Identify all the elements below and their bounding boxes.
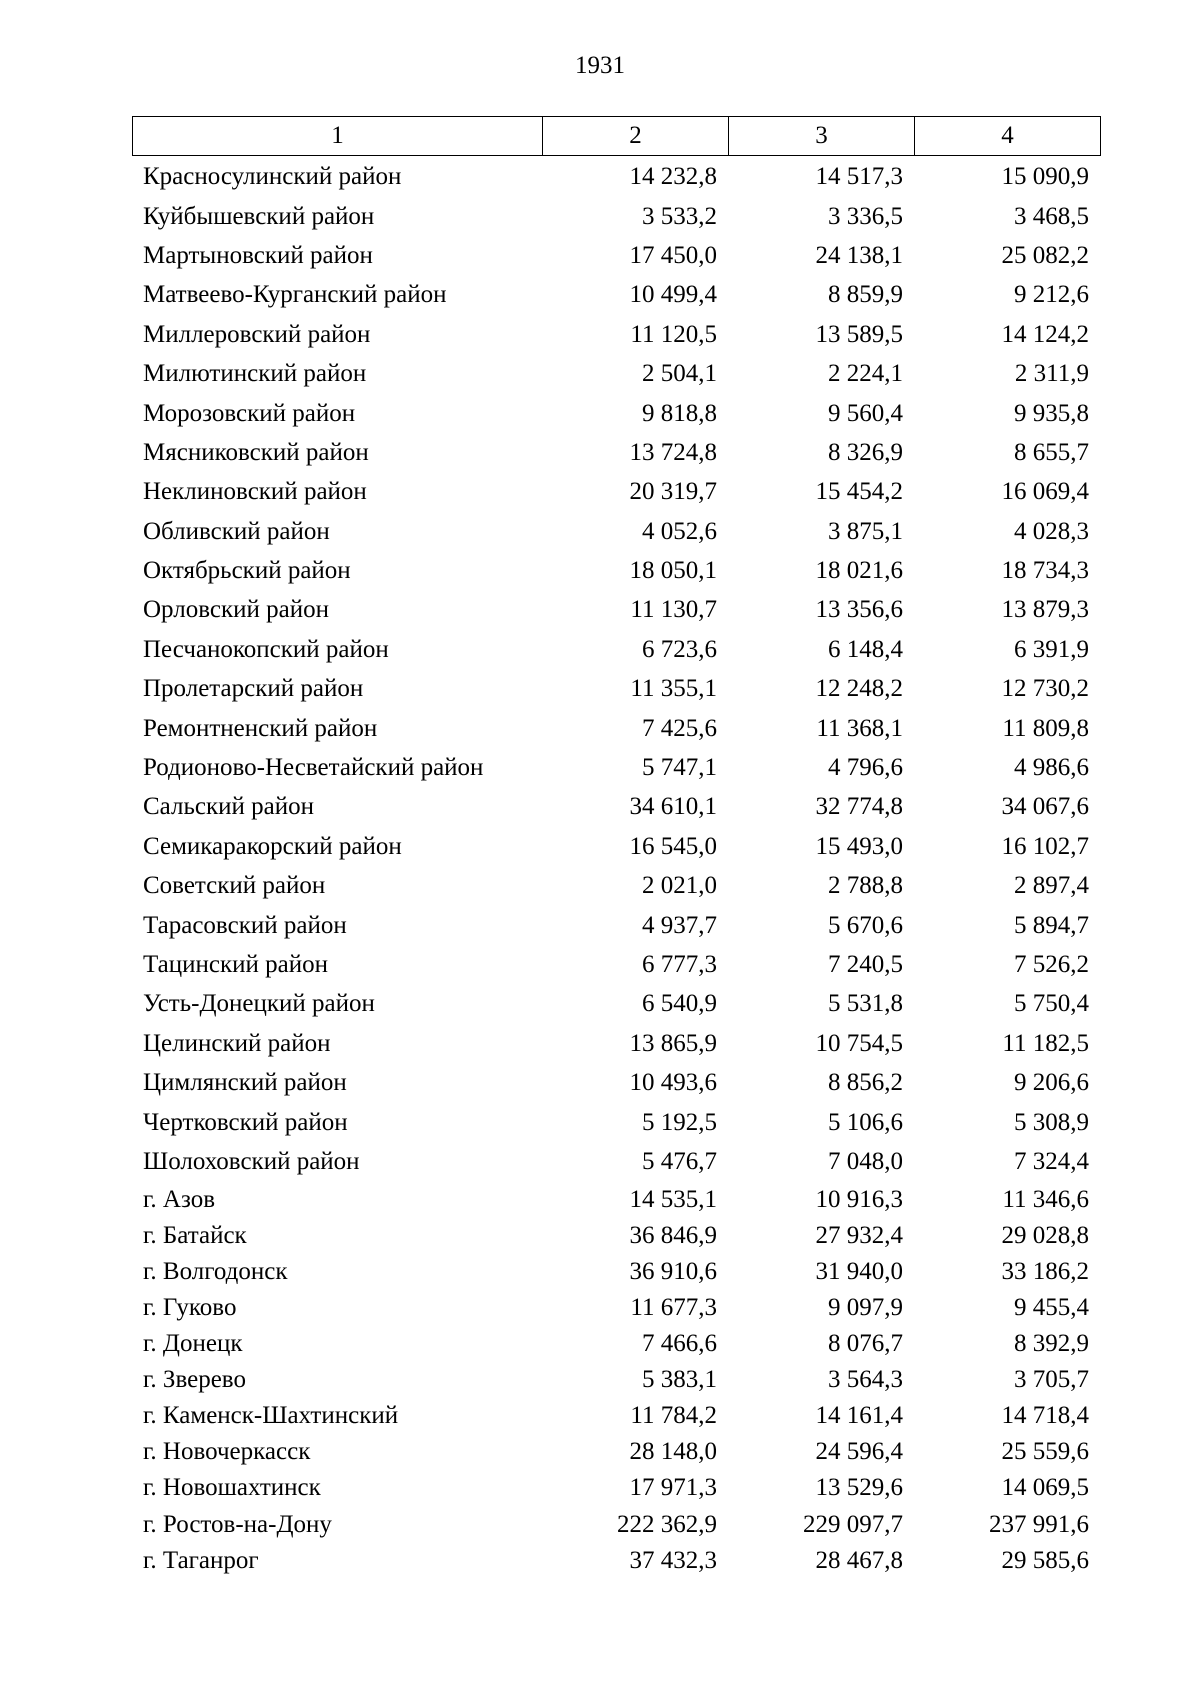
table-row (132, 1398, 1100, 1434)
row-value-col3: 3 564,3 (828, 1366, 903, 1394)
row-value-col3: 229 097,7 (803, 1510, 903, 1538)
row-value-col3: 6 148,4 (828, 635, 903, 663)
table-row (132, 1253, 1100, 1289)
row-value-col3: 9 097,9 (828, 1293, 903, 1321)
row-value-col4: 9 935,8 (1014, 399, 1089, 427)
row-value-col4: 11 182,5 (1002, 1029, 1089, 1057)
row-value-col2: 3 533,2 (642, 202, 717, 230)
row-value-col4: 7 324,4 (1014, 1147, 1089, 1175)
row-value-col3: 13 356,6 (815, 596, 903, 624)
row-name: Милютинский район (143, 360, 367, 388)
row-name: Мартыновский район (143, 241, 373, 269)
row-value-col4: 16 102,7 (1001, 832, 1089, 860)
row-value-col3: 24 596,4 (815, 1438, 903, 1466)
table-row (132, 945, 1100, 984)
row-value-col2: 14 232,8 (629, 163, 717, 191)
row-value-col3: 8 326,9 (828, 438, 903, 466)
row-value-col3: 3 875,1 (828, 517, 903, 545)
table-row (132, 354, 1100, 393)
row-value-col4: 25 559,6 (1001, 1438, 1089, 1466)
row-value-col3: 10 754,5 (815, 1029, 903, 1057)
table-row (132, 1362, 1100, 1398)
row-name: Сальский район (143, 793, 314, 821)
table-row (132, 1102, 1100, 1141)
row-value-col2: 11 355,1 (630, 675, 717, 703)
row-value-col2: 6 723,6 (642, 635, 717, 663)
row-value-col4: 6 391,9 (1014, 635, 1089, 663)
row-value-col3: 9 560,4 (828, 399, 903, 427)
page-number: 1931 (575, 52, 625, 79)
row-value-col4: 16 069,4 (1001, 478, 1089, 506)
row-value-col4: 7 526,2 (1014, 951, 1089, 978)
row-value-col2: 36 846,9 (629, 1221, 717, 1249)
row-value-col2: 13 865,9 (629, 1029, 717, 1057)
row-value-col2: 6 540,9 (642, 990, 717, 1018)
row-value-col3: 27 932,4 (815, 1221, 903, 1249)
row-value-col2: 34 610,1 (629, 793, 717, 821)
row-value-col3: 13 529,6 (815, 1474, 903, 1502)
table-row (132, 236, 1100, 275)
row-name: Матвеево-Курганский район (143, 281, 447, 309)
row-name: Чертковский район (143, 1108, 348, 1136)
table-row (132, 433, 1100, 472)
table-row (132, 512, 1100, 551)
row-name: Советский район (143, 872, 326, 900)
table-row (132, 1181, 1100, 1217)
row-value-col4: 5 750,4 (1014, 990, 1089, 1018)
row-value-col4: 8 392,9 (1014, 1330, 1089, 1358)
table-row (132, 472, 1100, 511)
row-value-col3: 14 517,3 (815, 163, 903, 191)
column-header-2: 2 (543, 117, 729, 156)
row-name: Усть-Донецкий район (143, 990, 375, 1018)
row-name: г. Новошахтинск (143, 1474, 321, 1502)
table-row (132, 1326, 1100, 1362)
row-value-col2: 11 784,2 (630, 1402, 717, 1430)
row-value-col3: 15 454,2 (815, 478, 903, 506)
row-value-col4: 25 082,2 (1001, 241, 1089, 269)
row-value-col4: 18 734,3 (1001, 557, 1089, 585)
row-value-col3: 8 859,9 (828, 281, 903, 309)
row-value-col2: 20 319,7 (629, 478, 717, 506)
row-value-col3: 10 916,3 (815, 1185, 903, 1213)
row-name: Семикаракорский район (143, 832, 402, 860)
column-header-4: 4 (915, 117, 1101, 156)
row-value-col2: 16 545,0 (629, 832, 717, 860)
row-value-col2: 2 504,1 (642, 360, 717, 388)
row-value-col2: 5 747,1 (642, 754, 717, 782)
row-value-col3: 13 589,5 (815, 320, 903, 348)
table-row (132, 1024, 1100, 1063)
row-value-col3: 7 240,5 (828, 951, 903, 978)
row-value-col4: 9 206,6 (1014, 1069, 1089, 1097)
row-value-col2: 2 021,0 (642, 872, 717, 900)
row-value-col3: 12 248,2 (815, 675, 903, 703)
row-value-col2: 9 818,8 (642, 399, 717, 427)
row-name: Куйбышевский район (143, 202, 375, 230)
table-row (132, 1542, 1100, 1578)
row-value-col4: 3 705,7 (1014, 1366, 1089, 1394)
table-row (132, 748, 1100, 787)
row-value-col2: 4 937,7 (642, 911, 717, 939)
table-row (132, 1506, 1100, 1542)
row-name: Обливский район (143, 517, 330, 545)
row-value-col4: 2 311,9 (1014, 360, 1089, 388)
row-value-col3: 32 774,8 (815, 793, 903, 821)
row-value-col3: 8 856,2 (828, 1069, 903, 1097)
row-value-col3: 24 138,1 (815, 241, 903, 269)
row-value-col4: 11 346,6 (1002, 1185, 1089, 1213)
row-name: Миллеровский район (143, 320, 371, 348)
row-name: Ремонтненский район (143, 714, 378, 742)
table-row (132, 1142, 1100, 1181)
row-value-col4: 14 124,2 (1001, 320, 1089, 348)
row-name: Тацинский район (143, 951, 328, 978)
table-row (132, 590, 1100, 629)
row-value-col2: 10 499,4 (629, 281, 717, 309)
row-value-col2: 28 148,0 (629, 1438, 717, 1466)
row-name: г. Каменск-Шахтинский (143, 1402, 399, 1430)
row-name: г. Азов (143, 1185, 216, 1213)
row-value-col4: 4 986,6 (1014, 754, 1089, 782)
row-value-col3: 8 076,7 (828, 1330, 903, 1358)
row-name: г. Гуково (143, 1293, 237, 1321)
table-row (132, 157, 1100, 196)
table-row (132, 787, 1100, 826)
table-row (132, 1289, 1100, 1325)
row-value-col2: 37 432,3 (629, 1546, 717, 1574)
row-value-col4: 5 894,7 (1014, 911, 1089, 939)
row-value-col2: 18 050,1 (629, 557, 717, 585)
row-name: Тарасовский район (143, 911, 347, 939)
row-name: г. Новочеркасск (143, 1438, 311, 1466)
table-row (132, 669, 1100, 708)
row-name: Неклиновский район (143, 478, 367, 506)
row-name: Шолоховский район (143, 1147, 360, 1175)
table-row (132, 1217, 1100, 1253)
row-value-col2: 17 971,3 (629, 1474, 717, 1502)
row-value-col2: 11 130,7 (630, 596, 717, 624)
column-header-3: 3 (729, 117, 915, 156)
row-name: Целинский район (143, 1029, 331, 1057)
data-table (132, 157, 1100, 1578)
row-name: г. Донецк (143, 1330, 243, 1358)
row-name: Октябрьский район (143, 557, 351, 585)
row-name: Родионово-Несветайский район (143, 754, 484, 782)
row-value-col4: 13 879,3 (1001, 596, 1089, 624)
row-value-col2: 11 120,5 (630, 320, 717, 348)
row-value-col4: 2 897,4 (1014, 872, 1089, 900)
row-value-col4: 9 455,4 (1014, 1293, 1089, 1321)
row-value-col2: 14 535,1 (629, 1185, 717, 1213)
row-value-col4: 237 991,6 (989, 1510, 1089, 1538)
row-value-col4: 14 069,5 (1001, 1474, 1089, 1502)
row-value-col4: 14 718,4 (1001, 1402, 1089, 1430)
row-name: г. Зверево (143, 1366, 246, 1394)
row-value-col3: 18 021,6 (815, 557, 903, 585)
row-value-col4: 29 028,8 (1001, 1221, 1089, 1249)
row-value-col4: 33 186,2 (1001, 1257, 1089, 1285)
table-row (132, 1434, 1100, 1470)
row-value-col2: 11 677,3 (630, 1293, 717, 1321)
row-value-col2: 7 425,6 (642, 714, 717, 742)
row-value-col2: 5 383,1 (642, 1366, 717, 1394)
row-name: Цимлянский район (143, 1069, 347, 1097)
table-row (132, 827, 1100, 866)
table-row (132, 393, 1100, 432)
row-value-col2: 5 476,7 (642, 1147, 717, 1175)
row-value-col2: 6 777,3 (642, 951, 717, 978)
table-row (132, 315, 1100, 354)
row-value-col3: 31 940,0 (815, 1257, 903, 1285)
row-name: Красносулинский район (143, 163, 402, 191)
row-value-col4: 5 308,9 (1014, 1108, 1089, 1136)
row-value-col2: 36 910,6 (629, 1257, 717, 1285)
column-header-1: 1 (133, 117, 543, 156)
row-name: г. Волгодонск (143, 1257, 288, 1285)
row-value-col2: 17 450,0 (629, 241, 717, 269)
table-row (132, 196, 1100, 235)
row-name: Орловский район (143, 596, 329, 624)
table-row (132, 275, 1100, 314)
row-value-col2: 5 192,5 (642, 1108, 717, 1136)
table-row (132, 708, 1100, 747)
row-value-col4: 4 028,3 (1014, 517, 1089, 545)
row-value-col3: 7 048,0 (828, 1147, 903, 1175)
table-row (132, 630, 1100, 669)
row-value-col4: 12 730,2 (1001, 675, 1089, 703)
row-name: г. Ростов-на-Дону (143, 1510, 332, 1538)
row-value-col3: 4 796,6 (828, 754, 903, 782)
row-value-col3: 2 224,1 (828, 360, 903, 388)
row-value-col4: 11 809,8 (1002, 714, 1089, 742)
row-name: г. Таганрог (143, 1546, 259, 1574)
row-value-col2: 13 724,8 (629, 438, 717, 466)
row-value-col3: 15 493,0 (815, 832, 903, 860)
row-value-col3: 28 467,8 (815, 1546, 903, 1574)
table-row (132, 551, 1100, 590)
row-value-col4: 34 067,6 (1001, 793, 1089, 821)
row-value-col3: 3 336,5 (828, 202, 903, 230)
row-name: Мясниковский район (143, 438, 369, 466)
row-value-col2: 4 052,6 (642, 517, 717, 545)
row-name: Песчанокопский район (143, 635, 389, 663)
row-value-col4: 15 090,9 (1001, 163, 1089, 191)
table-row (132, 905, 1100, 944)
table-row (132, 866, 1100, 905)
row-name: Пролетарский район (143, 675, 364, 703)
row-value-col4: 29 585,6 (1001, 1546, 1089, 1574)
row-value-col2: 7 466,6 (642, 1330, 717, 1358)
row-value-col4: 8 655,7 (1014, 438, 1089, 466)
table-row (132, 984, 1100, 1023)
row-value-col3: 5 531,8 (828, 990, 903, 1018)
column-header-row (132, 116, 1101, 156)
row-value-col4: 9 212,6 (1014, 281, 1089, 309)
row-value-col3: 11 368,1 (816, 714, 903, 742)
table-row (132, 1470, 1100, 1506)
row-name: г. Батайск (143, 1221, 247, 1249)
row-value-col3: 5 670,6 (828, 911, 903, 939)
row-value-col2: 222 362,9 (617, 1510, 717, 1538)
row-name: Морозовский район (143, 399, 356, 427)
row-value-col3: 14 161,4 (815, 1402, 903, 1430)
table-row (132, 1063, 1100, 1102)
row-value-col3: 2 788,8 (828, 872, 903, 900)
row-value-col2: 10 493,6 (629, 1069, 717, 1097)
row-value-col4: 3 468,5 (1014, 202, 1089, 230)
row-value-col3: 5 106,6 (828, 1108, 903, 1136)
